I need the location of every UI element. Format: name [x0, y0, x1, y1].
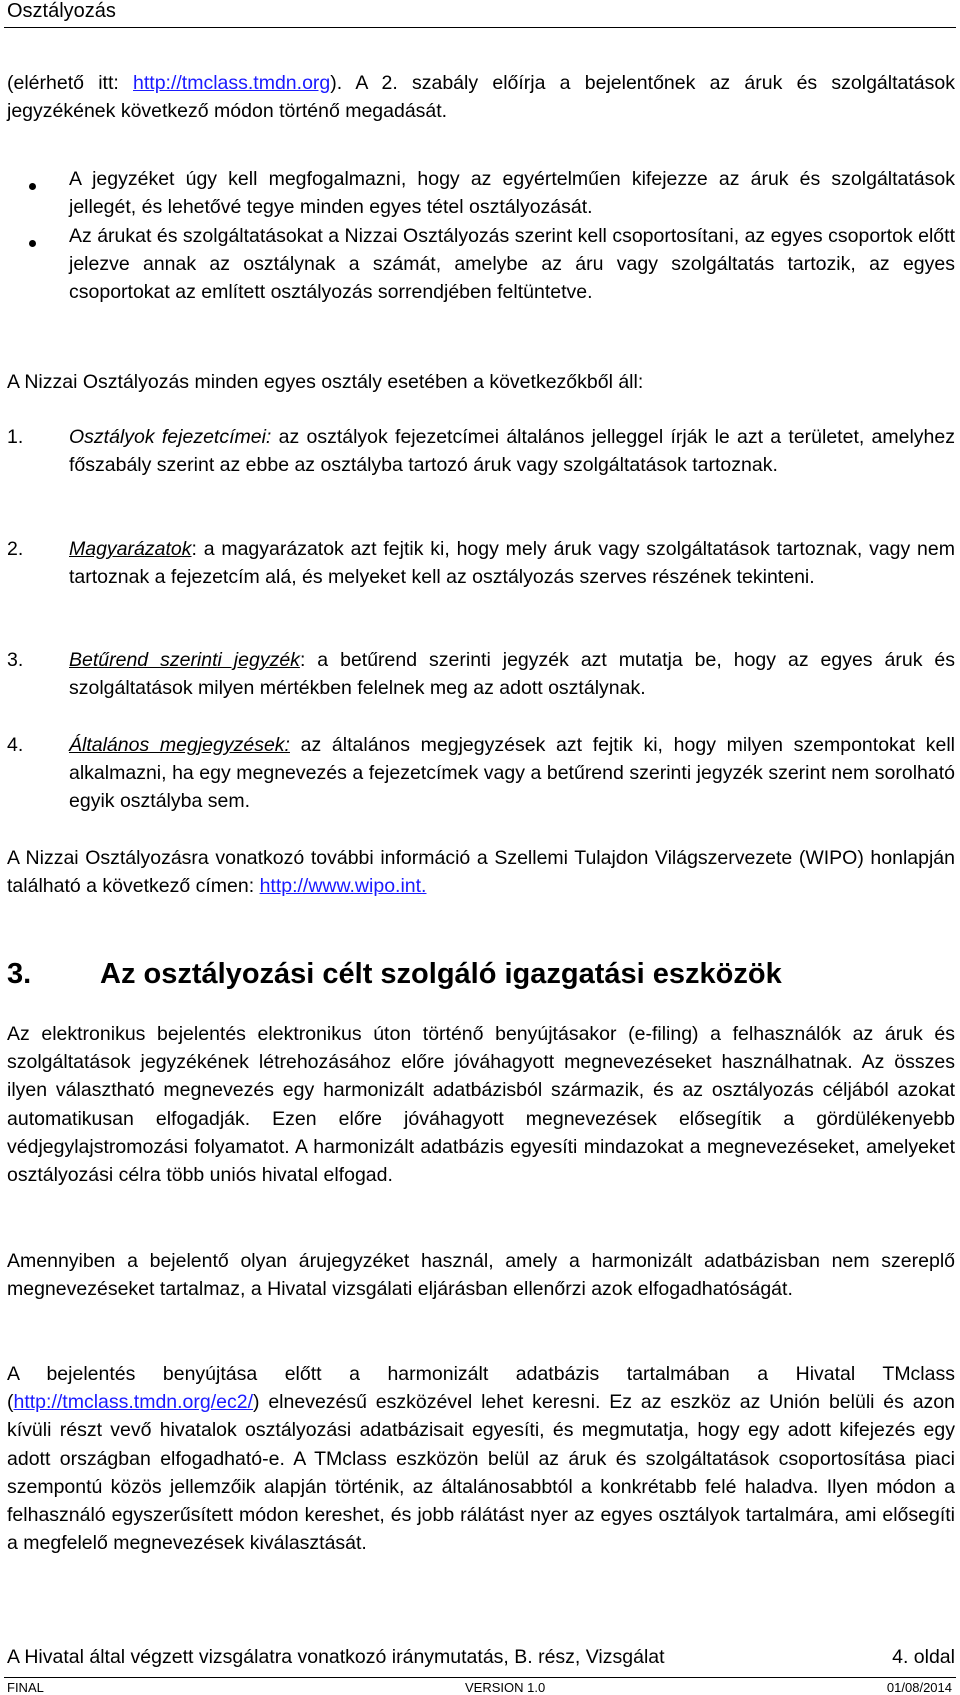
item-term: Betűrend szerinti jegyzék — [69, 649, 300, 671]
item-term: Általános megjegyzések: — [69, 734, 290, 756]
item-number: 4. — [7, 734, 24, 756]
bullet-item: Az árukat és szolgáltatásokat a Nizzai Osztályozás szerint kell csoportosítani, az egyes csoportok előtt jelezve annak az osztálynak a számát, amelybe az áru vagy szolgáltatás tartozik, az egyes csoportokat az említett osztályozás sorrendjében feltüntetve. — [69, 225, 955, 304]
paragraph-tmclass — [7, 1360, 955, 1557]
tmclass-text-start: A bejelentés benyújtása előtt a harmonizált adatbázis tartalmában a Hivatal TMclass ( — [7, 1363, 955, 1414]
intro-text-start: (elérhető itt: — [7, 72, 134, 94]
page-header-title: Osztályozás — [7, 0, 116, 22]
item-text: : a betűrend szerinti jegyzék azt mutatja be, hogy az egyes áruk és szolgáltatások milyen mértékben felelnek meg az adott osztálynak. — [69, 649, 955, 700]
list-item — [69, 731, 955, 816]
footer-version: VERSION 1.0 — [465, 1680, 546, 1695]
footer-status: FINAL — [7, 1680, 44, 1695]
bullet-icon — [29, 240, 36, 247]
bullet-item: A jegyzéket úgy kell megfogalmazni, hogy az egyértelműen kifejezze az áruk és szolgáltatások jellegét, és lehetővé tegye minden egyes tétel osztályozását. — [69, 168, 955, 219]
tmclass-text-end: ) elnevezésű eszközével lehet keresni. Ez az eszköz az Unión belüli és azon kívüli részt vevő hivatalok osztályozási adatbázisait egyesíti, és megmutatja, hogy egy adott kifejezés egy adott országban elfogadható-e. A TMclass eszközön belül az áruk és szolgáltatások csoportosítása piaci szempontú közös jellemzőik alapján történik, az általánosabbtól a konkrétabb felé haladva. Ilyen módon a felhasználó egyszerűsített módon kereshet, és jobb rálátást nyer az egyes osztályok tartalmára, ami elősegíti a megfelelő megnevezések kiválasztását. — [7, 1391, 955, 1555]
item-text: az osztályok fejezetcímei általános jelleggel írják le azt a területet, amelyhez főszabály szerint az ebbe az osztályba tartozó áruk vagy szolgáltatások tartoznak. — [69, 426, 956, 477]
footer-page-number: 4. oldal — [892, 1646, 955, 1668]
wipo-link[interactable]: http://www.wipo.int. — [259, 875, 427, 898]
list-item — [69, 535, 955, 591]
paragraph-harmonized: Amennyiben a bejelentő olyan árujegyzéket használ, amely a harmonizált adatbázisban nem szereplő megnevezéseket tartalmaz, a Hivatal vizsgálati eljárásban ellenőrzi azok elfogadhatóságát. — [7, 1250, 955, 1301]
footer-date: 01/08/2014 — [886, 1680, 952, 1695]
header-divider — [4, 27, 956, 28]
section-number: 3. — [7, 958, 32, 990]
tmclass-ec2-link[interactable]: http://tmclass.tmdn.org/ec2/ — [13, 1391, 254, 1414]
item-term: Osztályok fejezetcímei: — [69, 426, 272, 448]
item-number: 3. — [7, 649, 24, 671]
item-number: 1. — [7, 426, 24, 448]
page-footer — [7, 1646, 955, 1669]
item-text: : a magyarázatok azt fejtik ki, hogy mely áruk vagy szolgáltatások tartoznak, vagy nem tartoznak a fejezetcím alá, és melyeket kell az osztályozás szerves részének tekinteni. — [69, 538, 955, 589]
nice-intro: A Nizzai Osztályozás minden egyes osztály esetében a következőkből áll: — [7, 371, 644, 393]
intro-text-end: ). A 2. szabály előírja a bejelentőnek az áruk és szolgáltatások jegyzékének következő módon történő megadását. — [7, 72, 955, 123]
item-number: 2. — [7, 538, 24, 560]
section-title: Az osztályozási célt szolgáló igazgatási eszközök — [100, 958, 782, 990]
item-term: Magyarázatok — [69, 538, 192, 560]
item-text: az általános megjegyzések azt fejtik ki, hogy milyen szempontokat kell alkalmazni, ha egy megnevezés a fejezetcímek vagy a betűrend szerinti jegyzék szerint nem sorolható egyik osztályba sem. — [69, 734, 955, 813]
list-item — [69, 423, 955, 479]
wipo-paragraph — [7, 844, 955, 900]
footer-doc-title: A Hivatal által végzett vizsgálatra vonatkozó iránymutatás, B. rész, Vizsgálat — [7, 1646, 665, 1668]
list-item — [69, 646, 955, 702]
wipo-text: A Nizzai Osztályozásra vonatkozó további információ a Szellemi Tulajdon Világszervezete (WIPO) honlapján található a következő címen: — [7, 847, 955, 898]
paragraph-efiling: Az elektronikus bejelentés elektronikus úton történő benyújtásakor (e-filing) a felhasználók az áruk és szolgáltatások jegyzékének létrehozásához előre jóváhagyott megnevezéseket használhatnak. Az összes ilyen választható megnevezés egy harmonizált adatbázisból származik, és az osztályozás céljából azokat automatikusan elfogadják. Ezen előre jóváhagyott megnevezések elősegítik a gördülékenyebb védjegylajstromozási folyamatot. A harmonizált adatbázis egyesíti mindazokat a megnevezéseket, amelyeket osztályozási célra több uniós hivatal elfogad. — [7, 1023, 955, 1187]
intro-paragraph — [7, 69, 955, 125]
bullet-icon — [29, 183, 36, 190]
footer-divider — [4, 1677, 956, 1678]
tmclass-link[interactable]: http://tmclass.tmdn.org — [133, 72, 331, 94]
